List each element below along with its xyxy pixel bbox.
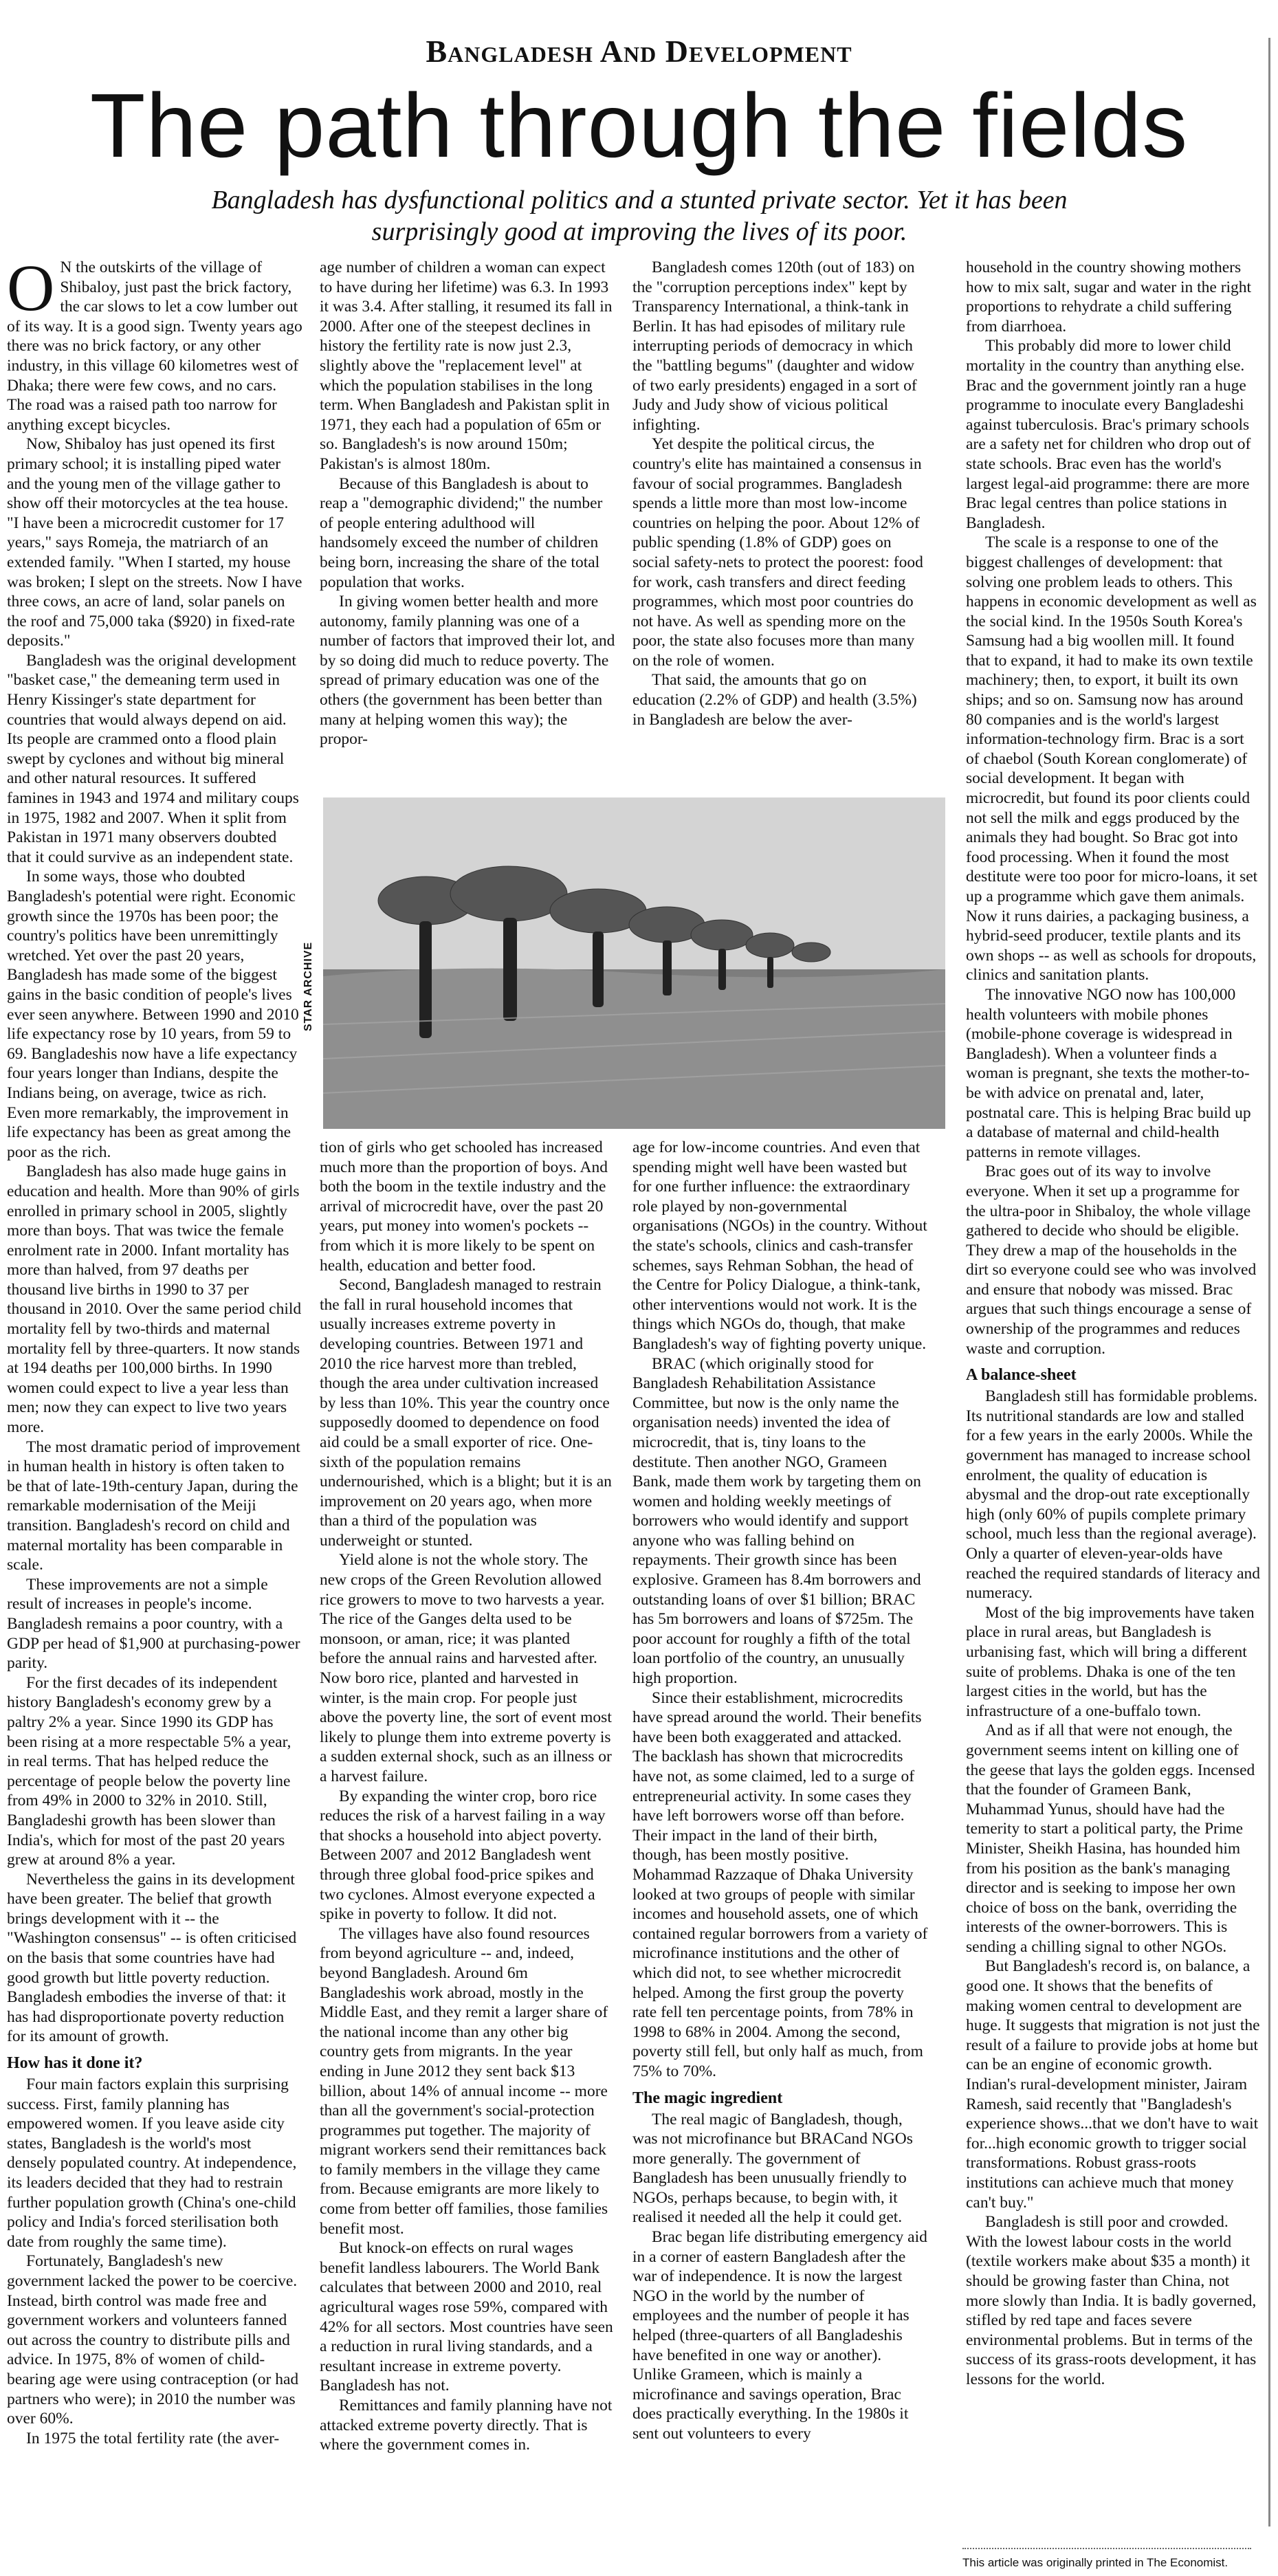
paragraph: Because of this Bangladesh is about to reap a "demographic dividend;" the number of people entering adulthood will handsomely exceed the number of children being born, increasing the share of the total population that works. [320, 474, 603, 591]
paragraph: Bangladesh has also made huge gains in education and health. More than 90% of girls enrolled in primary school in 2005, slightly more than boys. That was twice the female enrolment rate in 2000. Infant mortality has more than halved, from 97 deaths per thousand live births in 1990 to 37 per thousand in 2010. Over the same period child mortality fell by two-thirds and maternal mortality fell by three-quarters. It now stands at 194 deaths per 100,000 births. In 1990 women could expect to live a year less than men; now they can expect to live two years more. [7, 1163, 302, 1437]
subhead: A balance-sheet [966, 1366, 1077, 1385]
harvest-photo [323, 797, 945, 1129]
paragraph: Yield alone is not the whole story. The new crops of the Green Revolution allowed rice growers to move to two harvests a year. The rice of the Ganges delta used to be monsoon, or aman, rice; it was planted before the annual rains and harvested after. Now boro rice, planted and harvested in winter, is the main crop. For people just above the poverty line, the sort of event most likely to plunge them into extreme poverty is a sudden external shock, such as an illness or a harvest failure. [320, 1551, 612, 1785]
drop-cap: O [7, 251, 55, 324]
paragraph: Now, Shibaloy has just opened its first primary school; it is installing piped water and the young men of the village gather to show off their motorcycles at the tea house. "I have been a microcredit customer for 17 years," says Romeja, the matriarch of an extended family. "When I started, my house was broken; I slept on the streets. Now I have three cows, an acre of land, solar panels on the roof and 75,000 taka ($920) in fixed-rate deposits." [7, 435, 302, 650]
paragraph: The most dramatic period of improvement in human health in history is often taken to be that of late-19th-century Japan, during the remarkable modernisation of the Meiji transition. Bangladesh's record on child and maternal mortality has been comparable in scale. [7, 1438, 300, 1574]
lead-text: N the outskirts of the village of Shibaloy, just past the brick factory, the car slows to let a cow lumber out of its way. It is a good sign. Twenty years ago there was no brick factory, or any other industry, in this village 60 kilometres west of Dhaka; there were few cows, and no cars. The road was a raised path too narrow for anything except bicycles. [7, 258, 302, 434]
article-column-3-upper [632, 258, 928, 729]
paragraph: Since their establishment, microcredits have spread around the world. Their benefits have been both exaggerated and attacked. The backlash has shown that microcredits have not, as some claimed, led to a surge of entrepreneurial activity. In some cases they have left borrowers worse off than before. Their impact in the land of their birth, though, has been mostly positive. Mohammad Razzaque of Dhaka University looked at two groups of people with similar incomes and household assets, one of which contained regular borrowers from a variety of microfinance institutions and the other of which did not, to see whether microcredit helped. Among the first group the poverty rate fell ten percentage points, from 78% in 1998 to 68% in 2004. Among the second, poverty still fell, but only half as much, from 75% to 70%. [632, 1688, 928, 2080]
paragraph: The scale is a response to one of the biggest challenges of development: that solving one problem leads to others. This happens in economic development as well as the social kind. In the 1950s South Korea's Samsung had a big woollen mill. It found that to expand, it had to make its own textile machinery; then, to export, it built its own ships; and so on. Samsung now has around 80 companies and is the world's largest information-technology firm. Brac is a sort of chaebol (South Korean conglomerate) of social development. It began with microcredit, but found its poor clients could not sell the milk and eggs produced by the animals they had bought. So Brac got into food processing. When it found the most destitute were too poor for micro-loans, it set up a programme which gave them animals. Now it runs dairies, a packaging business, a hybrid-seed producer, textile plants and its own shops -- as well as schools for dropouts, clinics and sanitation plants. [966, 533, 1258, 984]
subhead: How has it done it? [7, 2054, 143, 2073]
footnote-rule [962, 2548, 1251, 2549]
lead-paragraph [7, 251, 302, 434]
paragraph: BRAC (which originally stood for Bangladesh Rehabilitation Assistance Committee, but now is the only name the organisation needs) invented the idea of microcredit, that is, tiny loans to the destitute. Then another NGO, Grameen Bank, made them work by targeting them on women and holding weekly meetings of borrowers who would identify and support anyone who was falling behind on repayments. Their growth since has been explosive. Grameen has 8.4m borrowers and outstanding loans of over $1 billion; BRAC has 5m borrowers and loans of $725m. The poor account for roughly a fifth of the total loan portfolio of the country, an unusually high proportion. [632, 1354, 921, 1688]
photo-credit: STAR ARCHIVE [302, 941, 314, 1031]
paragraph: Bangladesh comes 120th (out of 183) on the "corruption perceptions index" kept by Transparency International, a think-tank in Berlin. It has had episodes of military rule interrupting periods of democracy in which the "battling begums" (daughter and widow of two early presidents) engaged in a sort of Judy and Judy show of vicious political infighting. [632, 258, 917, 434]
paragraph: Fortunately, Bangladesh's new government lacked the power to be coercive. Instead, birth control was made free and government workers and volunteers fanned out across the country to distribute pills and advice. In 1975, 8% of women of child-bearing age were using contraception (or had partners who were); in 2010 the number was over 60%. [7, 2252, 299, 2428]
paragraph: Four main factors explain this surprising success. First, family planning has empowered women. If you leave aside city states, Bangladesh is the world's most densely populated country. At independence, its leaders decided that they had to restrain further population growth (China's one-child policy and India's forced sterilisation both date from roughly the same time). [7, 2076, 297, 2251]
paragraph: By expanding the winter crop, boro rice reduces the risk of a harvest failing in a way that shocks a household into abject poverty. Between 2007 and 2012 Bangladesh went through three global food-price spikes and two cyclones. Almost everyone expected a spike in poverty to follow. It did not. [320, 1787, 606, 1924]
paragraph: These improvements are not a simple result of increases in people's income. Bangladesh remains a poor country, with a GDP per head of $1,900 at purchasing-power parity. [7, 1575, 300, 1673]
article-column-2-lower [320, 1138, 615, 2455]
paragraph: Brac goes out of its way to involve everyone. When it set up a programme for the ultra-poor in Shibaloy, the whole village gathered to decide who should be eligible. They drew a map of the households in the dirt so everyone could see who was involved and ensure that nobody was missed. Brac argues that such things encourage a sense of ownership of the programmes and reduces waste and corruption. [966, 1163, 1257, 1358]
paragraph: For the first decades of its independent history Bangladesh's economy grew by a paltry 2% a year. Since 1990 its GDP has been rising at a more respectable 5% a year, in real terms. That has helped reduce the percentage of people below the poverty line from 49% in 2000 to 32% in 2010. Still, Bangladeshi growth has been slower than India's, which for most of the past 20 years grew at around 8% a year. [7, 1673, 291, 1869]
paragraph: Yet despite the political circus, the country's elite has maintained a consensus in favour of social programmes. Bangladesh spends a little more than most low-income countries on helping the poor. About 12% of public spending (1.8% of GDP) goes on social safety-nets to protect the poorest: food for work, cash transfers and direct feeding programmes, which most poor countries do not have. As well as spending more on the poor, the state also focuses more than many on the role of women. [632, 435, 923, 670]
paragraph: age for low-income countries. And even that spending might well have been wasted but for one further influence: the extraordinary role played by non-governmental organisations (NGOs) in the country. Without the state's schools, clinics and cash-transfer schemes, says Rehman Sobhan, the head of the Centre for Policy Dialogue, a think-tank, other interventions would not work. It is the things which NGOs do, though, that make Bangladesh's way of fighting poverty unique. [632, 1138, 927, 1353]
paragraph: The real magic of Bangladesh, though, was not microfinance but BRACand NGOs more generally. The government of Bangladesh has been unusually friendly to NGOs, perhaps because, to begin with, it realised it needed all the help it could get. [632, 2110, 913, 2227]
paragraph: In 1975 the total fertility rate (the aver- [26, 2429, 280, 2447]
paragraph: The innovative NGO now has 100,000 health volunteers with mobile phones (mobile-phone coverage is widespread in Bangladesh). When a volunteer finds a woman is pregnant, she texts the mother-to-be with advice on prenatal and, later, postnatal care. This is helping Brac build up a database of maternal and child-health patterns in remote villages. [966, 985, 1251, 1161]
paragraph: In giving women better health and more autonomy, family planning was one of a number of factors that improved their lot, and by so doing did much to reduce poverty. The spread of primary education was one of the others (the government has been better than many at helping women this way); the propor- [320, 593, 615, 749]
paragraph: Most of the big improvements have taken place in rural areas, but Bangladesh is urbanising fast, which will bring a different suite of problems. Dhaka is one of the ten largest cities in the world, but has the infrastructure of a one-buffalo town. [966, 1603, 1255, 1720]
paragraph: But Bangladesh's record is, on balance, a good one. It shows that the benefits of making women central to development are huge. It suggests that migration is not just the result of a failure to provide jobs at home but can be an engine of economic growth. Indian's rural-development minister, Jairam Ramesh, said recently that "Bangladesh's experience shows...that we don't have to wait for...high economic growth to trigger social transformations. Robust grass-roots institutions can achieve much that money can't buy." [966, 1957, 1260, 2212]
paragraph: Remittances and family planning have not attacked extreme poverty directly. That is where the government comes in. [320, 2397, 613, 2454]
paragraph: age number of children a woman can expect to have during her lifetime) was 6.3. In 1993 it was 3.4. After stalling, it resumed its fall in 2000. After one of the steepest declines in history the fertility rate is now just 2.3, slightly above the "replacement level" at which the population stabilises in the long term. When Bangladesh and Pakistan split in 1971, they each had a population of 65m or so. Bangladesh's is now around 150m; Pakistan's is almost 180m. [320, 258, 613, 473]
paragraph: That said, the amounts that go on education (2.2% of GDP) and health (3.5%) in Bangladesh are below the aver- [632, 671, 917, 729]
article-column-1 [7, 251, 302, 2568]
paragraph: This probably did more to lower child mortality in the country than anything else. Brac and the government jointly ran a huge programme to inoculate every Bangladeshi against tuberculosis. Brac's primary schools are a safety net for children who drop out of state schools. Brac even has the world's largest legal-aid programme: there are more Brac legal centres than police stations in Bangladesh. [966, 337, 1251, 532]
paragraph: Bangladesh is still poor and crowded. With the lowest labour costs in the world (textile workers make about $35 a month) it should be growing faster than China, not more slowly than India. It is badly governed, stifled by red tape and faces severe environmental problems. But in terms of the success of its grass-roots development, it has lessons for the world. [966, 2213, 1257, 2388]
paragraph: Bangladesh still has formidable problems. Its nutritional standards are low and stalled for a few years in the early 2000s. While the government has managed to increase school enrolment, the quality of education is abysmal and the drop-out rate exceptionally high (only 60% of pupils complete primary school, much less than the regional average). Only a quarter of eleven-year-olds have reached the required standards of literacy and numeracy. [966, 1387, 1261, 1603]
standfirst: Bangladesh has dysfunctional politics and a stunted private sector. Yet it has been surprisingly good at improving the lives of its poor. [211, 186, 1068, 246]
section-kicker: Bangladesh And Development [426, 34, 852, 69]
paragraph: household in the country showing mothers how to mix salt, sugar and water in the right proportions to rehydrate a child suffering from diarrhoea. [966, 258, 1252, 335]
headline: The path through the fields [89, 75, 1189, 176]
rice-harvest-illustration [323, 797, 945, 1129]
article-column-4 [966, 258, 1262, 2390]
article-column-3-lower [632, 1138, 928, 2444]
paragraph: Bangladesh was the original development "basket case," the demeaning term used in Henry Kissinger's state department for countries that would always depend on aid. Its people are crammed onto a flood plain swept by cyclones and without big mineral and other natural resources. It suffered famines in 1943 and 1974 and military coups in 1975, 1982 and 2007. When it split from Pakistan in 1971 many observers doubted that it could survive as an independent state. [7, 651, 299, 866]
paragraph: tion of girls who get schooled has increased much more than the proportion of boys. And both the boom in the textile industry and the arrival of microcredit have, over the past 20 years, put money into women's pockets -- from which it is more likely to be spent on health, education and better food. [320, 1138, 608, 1275]
paragraph: The villages have also found resources from beyond agriculture -- and, indeed, beyond Bangladesh. Around 6m Bangladeshis work abroad, mostly in the Middle East, and they remit a larger share of the national income than any other big country gets from migrants. In the year ending in June 2012 they sent back $13 billion, about 14% of annual income -- more than all the government's social-protection programmes put together. The majority of migrant workers send their remittances back to family members in the village they came from. Because emigrants are more likely to come from better off families, those families benefit most. [320, 1924, 608, 2238]
subhead: The magic ingredient [632, 2089, 783, 2107]
source-footnote: This article was originally printed in The Economist. [962, 2556, 1229, 2569]
paragraph: In some ways, those who doubted Bangladesh's potential were right. Economic growth since the 1970s has been poor; the country's politics have been unremittingly wretched. Yet over the past 20 years, Bangladesh has made some of the biggest gains in the basic condition of people's lives ever seen anywhere. Between 1990 and 2010 life expectancy rose by 10 years, from 59 to 69. Bangladeshis now have a life expectancy four years longer than Indians, despite the Indians being, on average, twice as rich. Even more remarkably, the improvement in life expectancy has been as great among the poor as the rich. [7, 868, 299, 1161]
page-edge-rule [1268, 38, 1270, 2527]
paragraph: And as if all that were not enough, the government seems intent on killing one of the geese that lays the golden eggs. Incensed that the founder of Grameen Bank, Muhammad Yunus, should have had the temerity to start a political party, the Prime Minister, Sheikh Hasina, has hounded him from his position as the bank's managing director and is seeking to impose her own choice of boss on the bank, overriding the interests of the owner-borrowers. This is sending a chilling signal to other NGOs. [966, 1721, 1255, 1956]
paragraph: Nevertheless the gains in its development have been greater. The belief that growth brings development with it -- the "Washington consensus" -- is often criticised on the basis that some countries have had good growth but little poverty reduction. Bangladesh embodies the inverse of that: it has had disproportionate poverty reduction for its amount of growth. [7, 1870, 297, 2046]
article-column-2-upper [320, 258, 615, 749]
paragraph: Brac began life distributing emergency aid in a corner of eastern Bangladesh after the war of independence. It is now the largest NGO in the world by the number of employees and the number of people it has helped (three-quarters of all Bangladeshis have benefited in one way or another). Unlike Grameen, which is mainly a microfinance and savings operation, Brac does practically everything. In the 1980s it sent out volunteers to every [632, 2228, 927, 2443]
paragraph: But knock-on effects on rural wages benefit landless labourers. The World Bank calculates that between 2000 and 2010, real agricultural wages rose 59%, compared with 42% for all sectors. Most countries have seen a reduction in rural living standards, and a resultant increase in extreme poverty. Bangladesh has not. [320, 2239, 613, 2395]
paragraph: Second, Bangladesh managed to restrain the fall in rural household incomes that usually increases extreme poverty in developing countries. Between 1971 and 2010 the rice harvest more than trebled, though the area under cultivation increased by less than 10%. This year the country once supposedly doomed to dependence on food aid could be a small exporter of rice. One-sixth of the population remains undernourished, which is a blight; but it is an improvement on 20 years ago, when more than a third of the population was underweight or stunted. [320, 1276, 612, 1550]
